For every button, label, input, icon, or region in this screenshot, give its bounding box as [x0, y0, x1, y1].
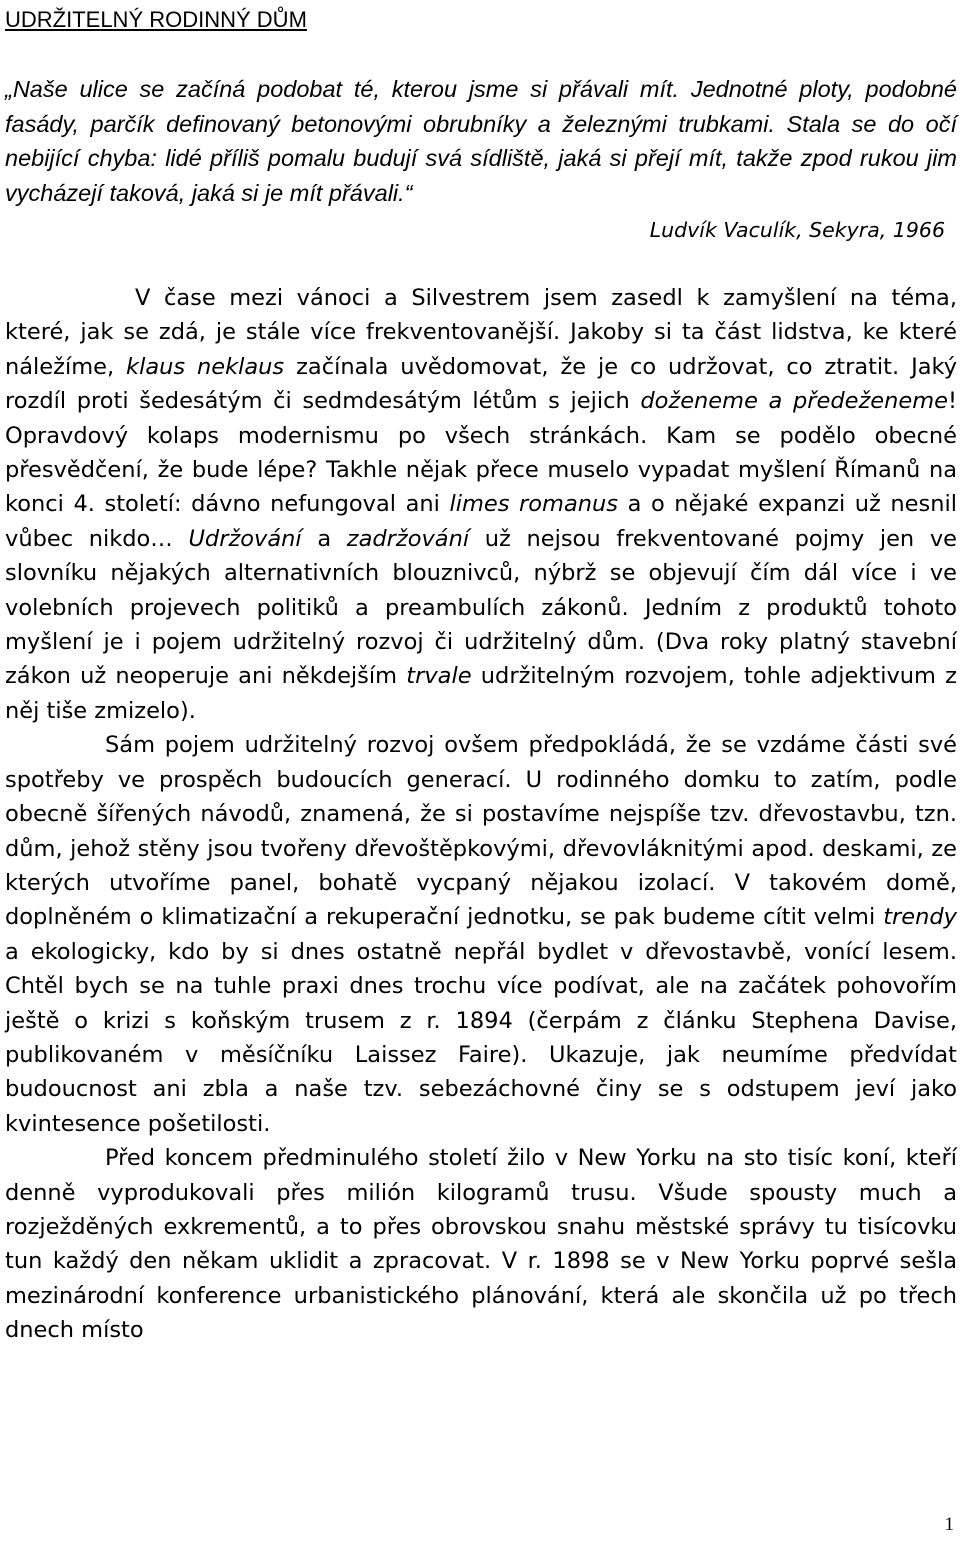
italic-phrase: klaus neklaus — [126, 353, 285, 380]
text-run: začínala uvědomovat, že je co udržovat, co ztratit. Jaký rozdíl proti šedesátým či sedmdesátým létům s jejich — [5, 353, 958, 415]
italic-phrase: limes romanus — [449, 491, 619, 518]
text-run: a ekologicky, kdo by si dnes ostatně nepřál bydlet v dřevostavbě, vonící lesem. Chtěl bych se na tuhle praxi dnes trochu více podívat, ale na začátek pohovořím ještě o krizi s koňským trusem z r. 1894 (čerpám z článku Stephena Davise, publikovaném v měsíčníku Laissez Faire). Ukazuje, jak neumíme předvídat budoucnost ani zbla a naše tzv. sebezáchovné činy se s odstupem jeví jako kvintesence pošetilosti. — [5, 938, 957, 1137]
paragraph-3: Před koncem předminulého století žilo v New Yorku na sto tisíc koní, kteří denně vyprodukovali přes milión kilogramů trusu. Všude spousty much a rozježděných exkrementů, a to přes obrovskou snahu městské správy tu tisícovku tun každý den někam uklidit a zpracovat. V r. 1898 se v New Yorku poprvé sešla mezinárodní konference urbanistického plánování, která ale skončila už po třech dnech místo — [5, 1145, 957, 1344]
italic-phrase: doženeme a předeženeme — [640, 388, 948, 415]
text-run: Sám pojem udržitelný rozvoj ovšem předpokládá, že se vzdáme části své spotřeby ve prospěch budoucích generací. U rodinného domku to zatím, podle obecně šířených návodů, znamená, že si postavíme nejspíše tzv. dřevostavbu, tzn. dům, jehož stěny jsou tvořeny dřevoštěpkovými, dřevovláknitými apod. deskami, ze kterých utvoříme panel, bohatě vycpaný nějakou izolací. V takovém domě, doplněném o klimatizační a rekuperační jednotku, se pak budeme cítit velmi — [5, 732, 957, 931]
quote-attribution: Ludvík Vaculík, Sekyra, 1966 — [649, 218, 945, 242]
paragraph-2 — [5, 728, 957, 1141]
document-title: UDRŽITELNÝ RODINNÝ DŮM — [5, 7, 307, 32]
page-number: 1 — [944, 1514, 954, 1535]
text-run: V čase mezi vánoci a Silvestrem jsem zasedl k zamyšlení na téma, které, jak se zdá, je stále více frekventovanější. Jakoby si ta část lidstva, ke které náležíme, — [5, 285, 957, 380]
document-page — [5, 0, 957, 1348]
text-run: a o nějaké expanzi už nesnil vůbec nikdo… — [5, 491, 958, 552]
italic-phrase: trvale — [406, 663, 472, 690]
text-run: a — [317, 525, 332, 552]
text-run: už nejsou frekventované pojmy jen ve slovníku nějakých alternativních blouznivců, nýbrž se objevují čím dál více i ve volebních projevech politiků a preambulích zákonů. Jedním z produktů tohoto myšlení je i pojem udržitelný rozvoj či udržitelný dům. (Dva roky platný stavební zákon už neoperuje ani někdejším — [5, 525, 957, 690]
italic-phrase: trendy — [883, 904, 957, 931]
text-run: ! Opravdový kolaps modernismu po všech stránkách. Kam se podělo obecné přesvědčení, že bude lépe? Takhle nějak přece muselo vypadat myšlení Římanů na konci 4. století: dávno nefungoval ani — [5, 388, 957, 518]
epigraph-quote: „Naše ulice se začíná podobat té, kterou jsme si přávali mít. Jednotné ploty, podobné fasády, parčík definovaný betonovými obrubníky a železnými trubkami. Stala se do očí nebijící chyba: lidé příliš pomalu budují svá sídliště, jaká si přejí mít, takže zpod rukou jim vycházejí taková, jaká si je mít přávali.“ — [5, 76, 957, 206]
italic-phrase: zadržování — [346, 525, 470, 552]
paragraph-1 — [5, 281, 957, 728]
italic-phrase: Udržování — [188, 525, 302, 552]
text-run: udržitelným rozvojem, tohle adjektivum z něj tiše zmizelo). — [5, 663, 957, 724]
